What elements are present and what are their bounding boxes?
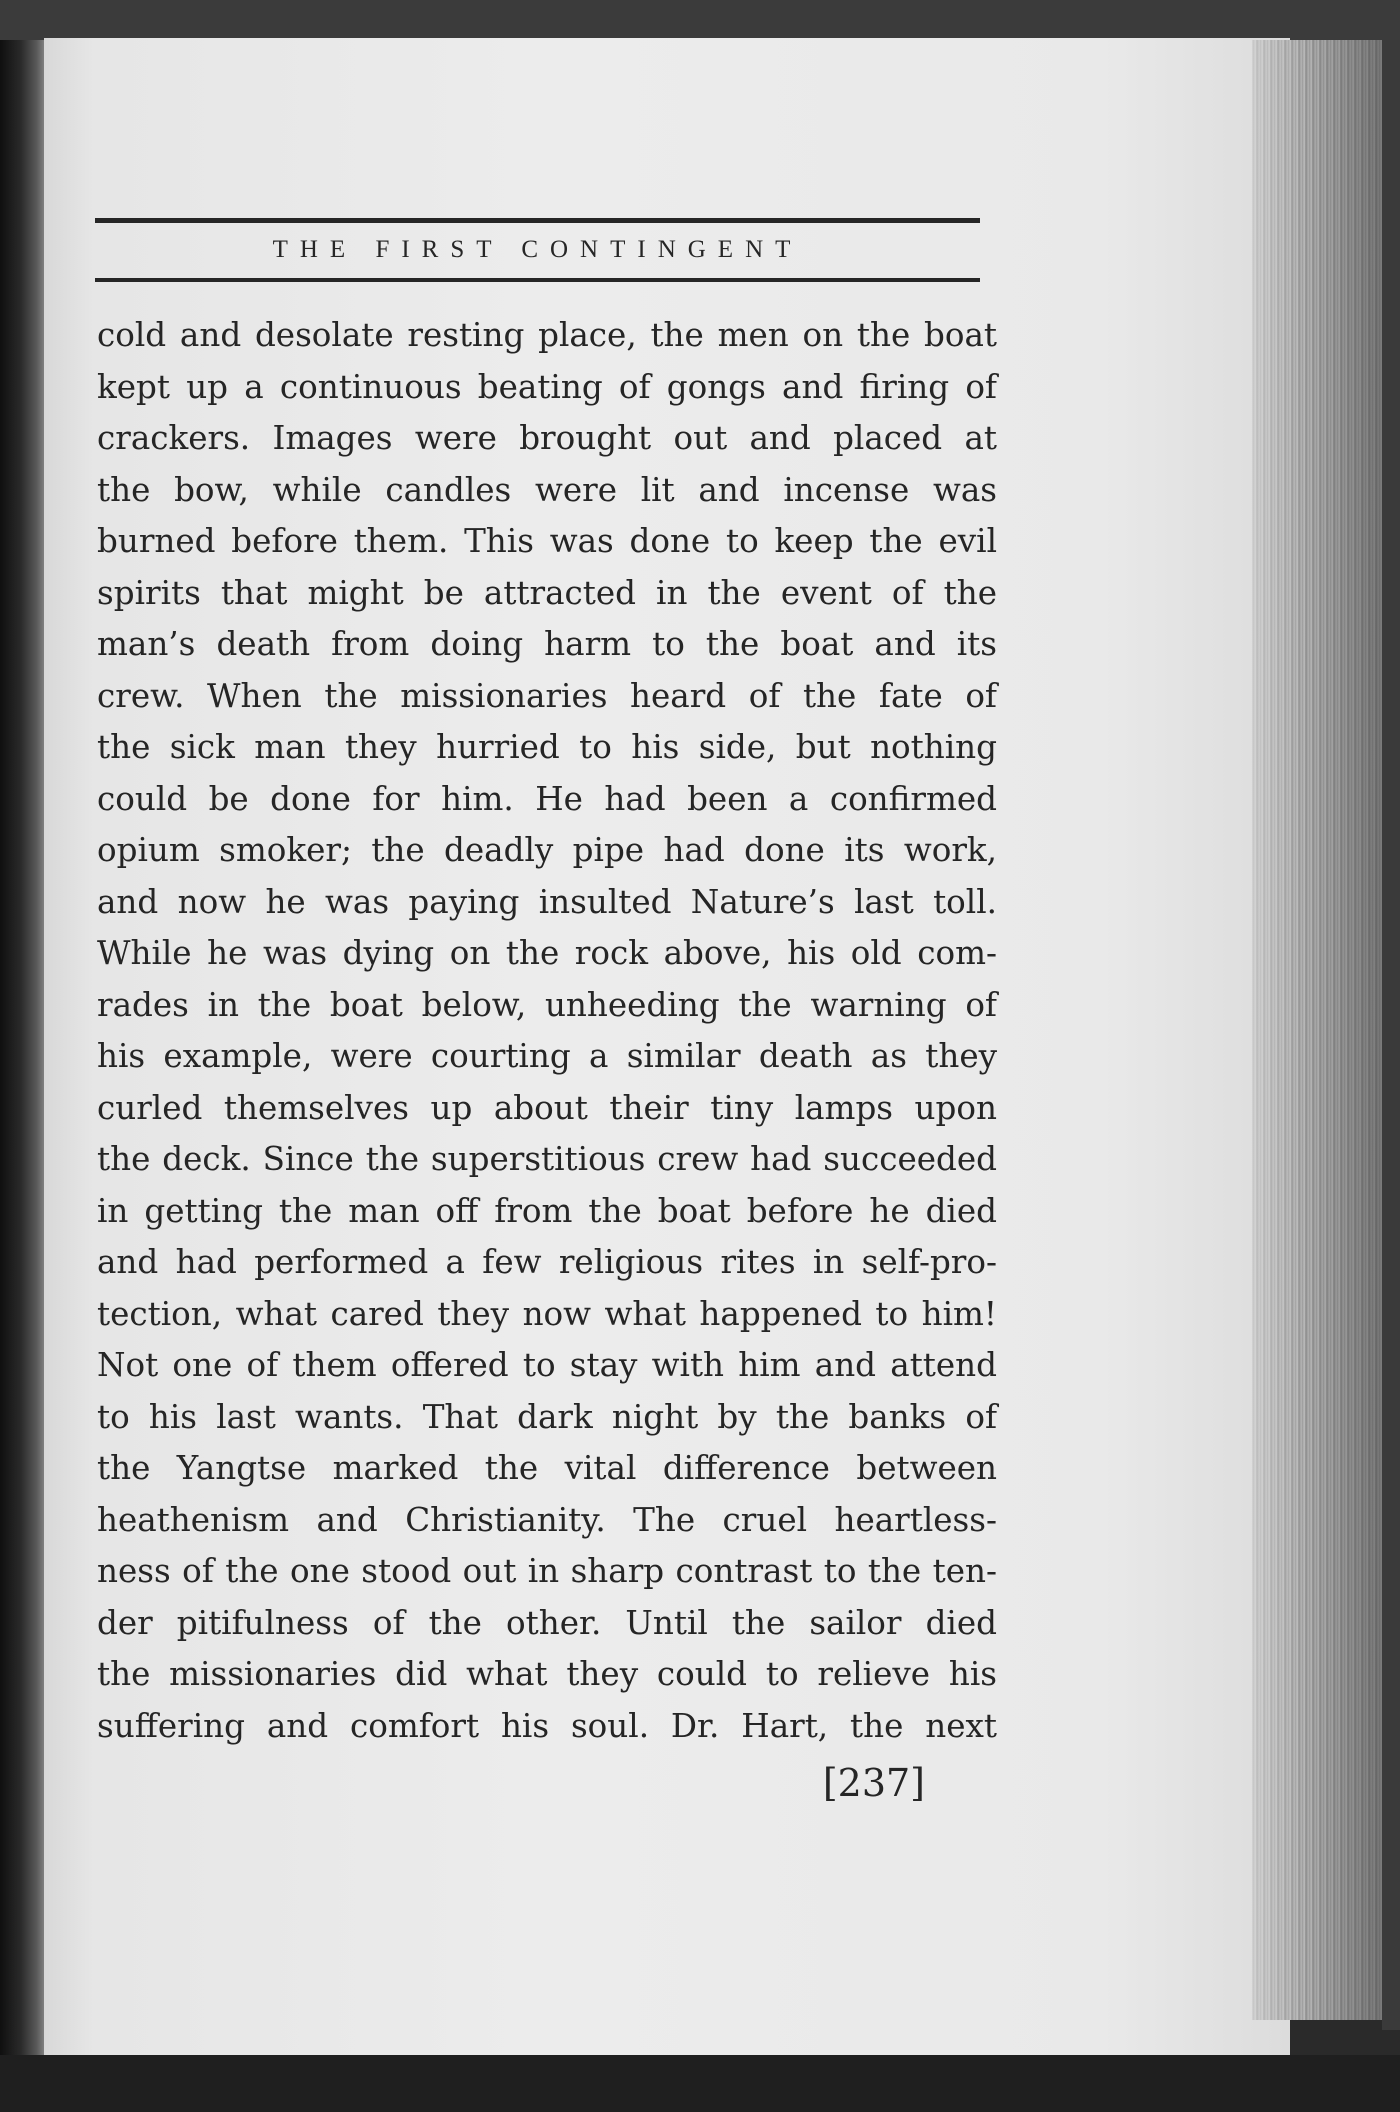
text-line: crackers. Images were brought out and placed at — [97, 419, 997, 457]
text-line: the Yangtse marked the vital difference between — [97, 1449, 997, 1487]
text-line: kept up a continuous beating of gongs and firing of — [97, 367, 997, 406]
book-gutter-shadow — [0, 40, 46, 2060]
text-line: the bow, while candles were lit and incense was — [97, 470, 997, 509]
text-line: ness of the one stood out in sharp contrast to the ten- — [97, 1552, 997, 1590]
text-line: and had performed a few religious rites in self-pro- — [97, 1243, 997, 1281]
text-line: his example, were courting a similar death as they — [97, 1037, 997, 1075]
page-number: [237] — [822, 1761, 925, 1805]
text-line: to his last wants. That dark night by the banks of — [97, 1397, 997, 1436]
text-line: man’s death from doing harm to the boat and its — [97, 625, 997, 663]
scan-background-bottom — [0, 2055, 1400, 2112]
text-line: burned before them. This was done to keep the evil — [97, 522, 997, 560]
text-line: could be done for him. He had been a confirmed — [97, 779, 997, 818]
text-line: der pitifulness of the other. Until the sailor died — [97, 1603, 997, 1642]
text-line: spirits that might be attracted in the event of the — [97, 573, 997, 612]
text-line: and now he was paying insulted Nature’s last toll. — [97, 882, 997, 921]
book-cover-edge — [1382, 40, 1400, 2030]
body-text — [97, 310, 997, 1752]
text-line: cold and desolate resting place, the men on the boat — [97, 316, 997, 354]
running-head: THE FIRST CONTINGENT — [272, 236, 803, 263]
text-line: the sick man they hurried to his side, but nothing — [97, 728, 997, 766]
scan-background-top — [0, 0, 1400, 40]
page-edges-shading — [1252, 40, 1400, 2020]
text-line: the deck. Since the superstitious crew had succeeded — [97, 1140, 997, 1178]
text-line: Not one of them offered to stay with him and attend — [97, 1346, 997, 1384]
text-line: tection, what cared they now what happened to him! — [97, 1294, 997, 1333]
text-line: heathenism and Christianity. The cruel heartless- — [97, 1500, 997, 1539]
running-head-rule-top — [95, 218, 980, 223]
text-line: While he was dying on the rock above, his old com- — [97, 934, 997, 972]
text-line: opium smoker; the deadly pipe had done its work, — [97, 831, 997, 869]
text-line: the missionaries did what they could to relieve his — [97, 1655, 997, 1693]
running-head-rule-bottom — [95, 278, 980, 282]
text-line: in getting the man off from the boat before he died — [97, 1191, 997, 1230]
text-line: crew. When the missionaries heard of the fate of — [97, 676, 997, 715]
text-line: suffering and comfort his soul. Dr. Hart, the next — [97, 1706, 997, 1745]
text-line: rades in the boat below, unheeding the warning of — [97, 985, 997, 1024]
text-line: curled themselves up about their tiny lamps upon — [97, 1088, 997, 1127]
